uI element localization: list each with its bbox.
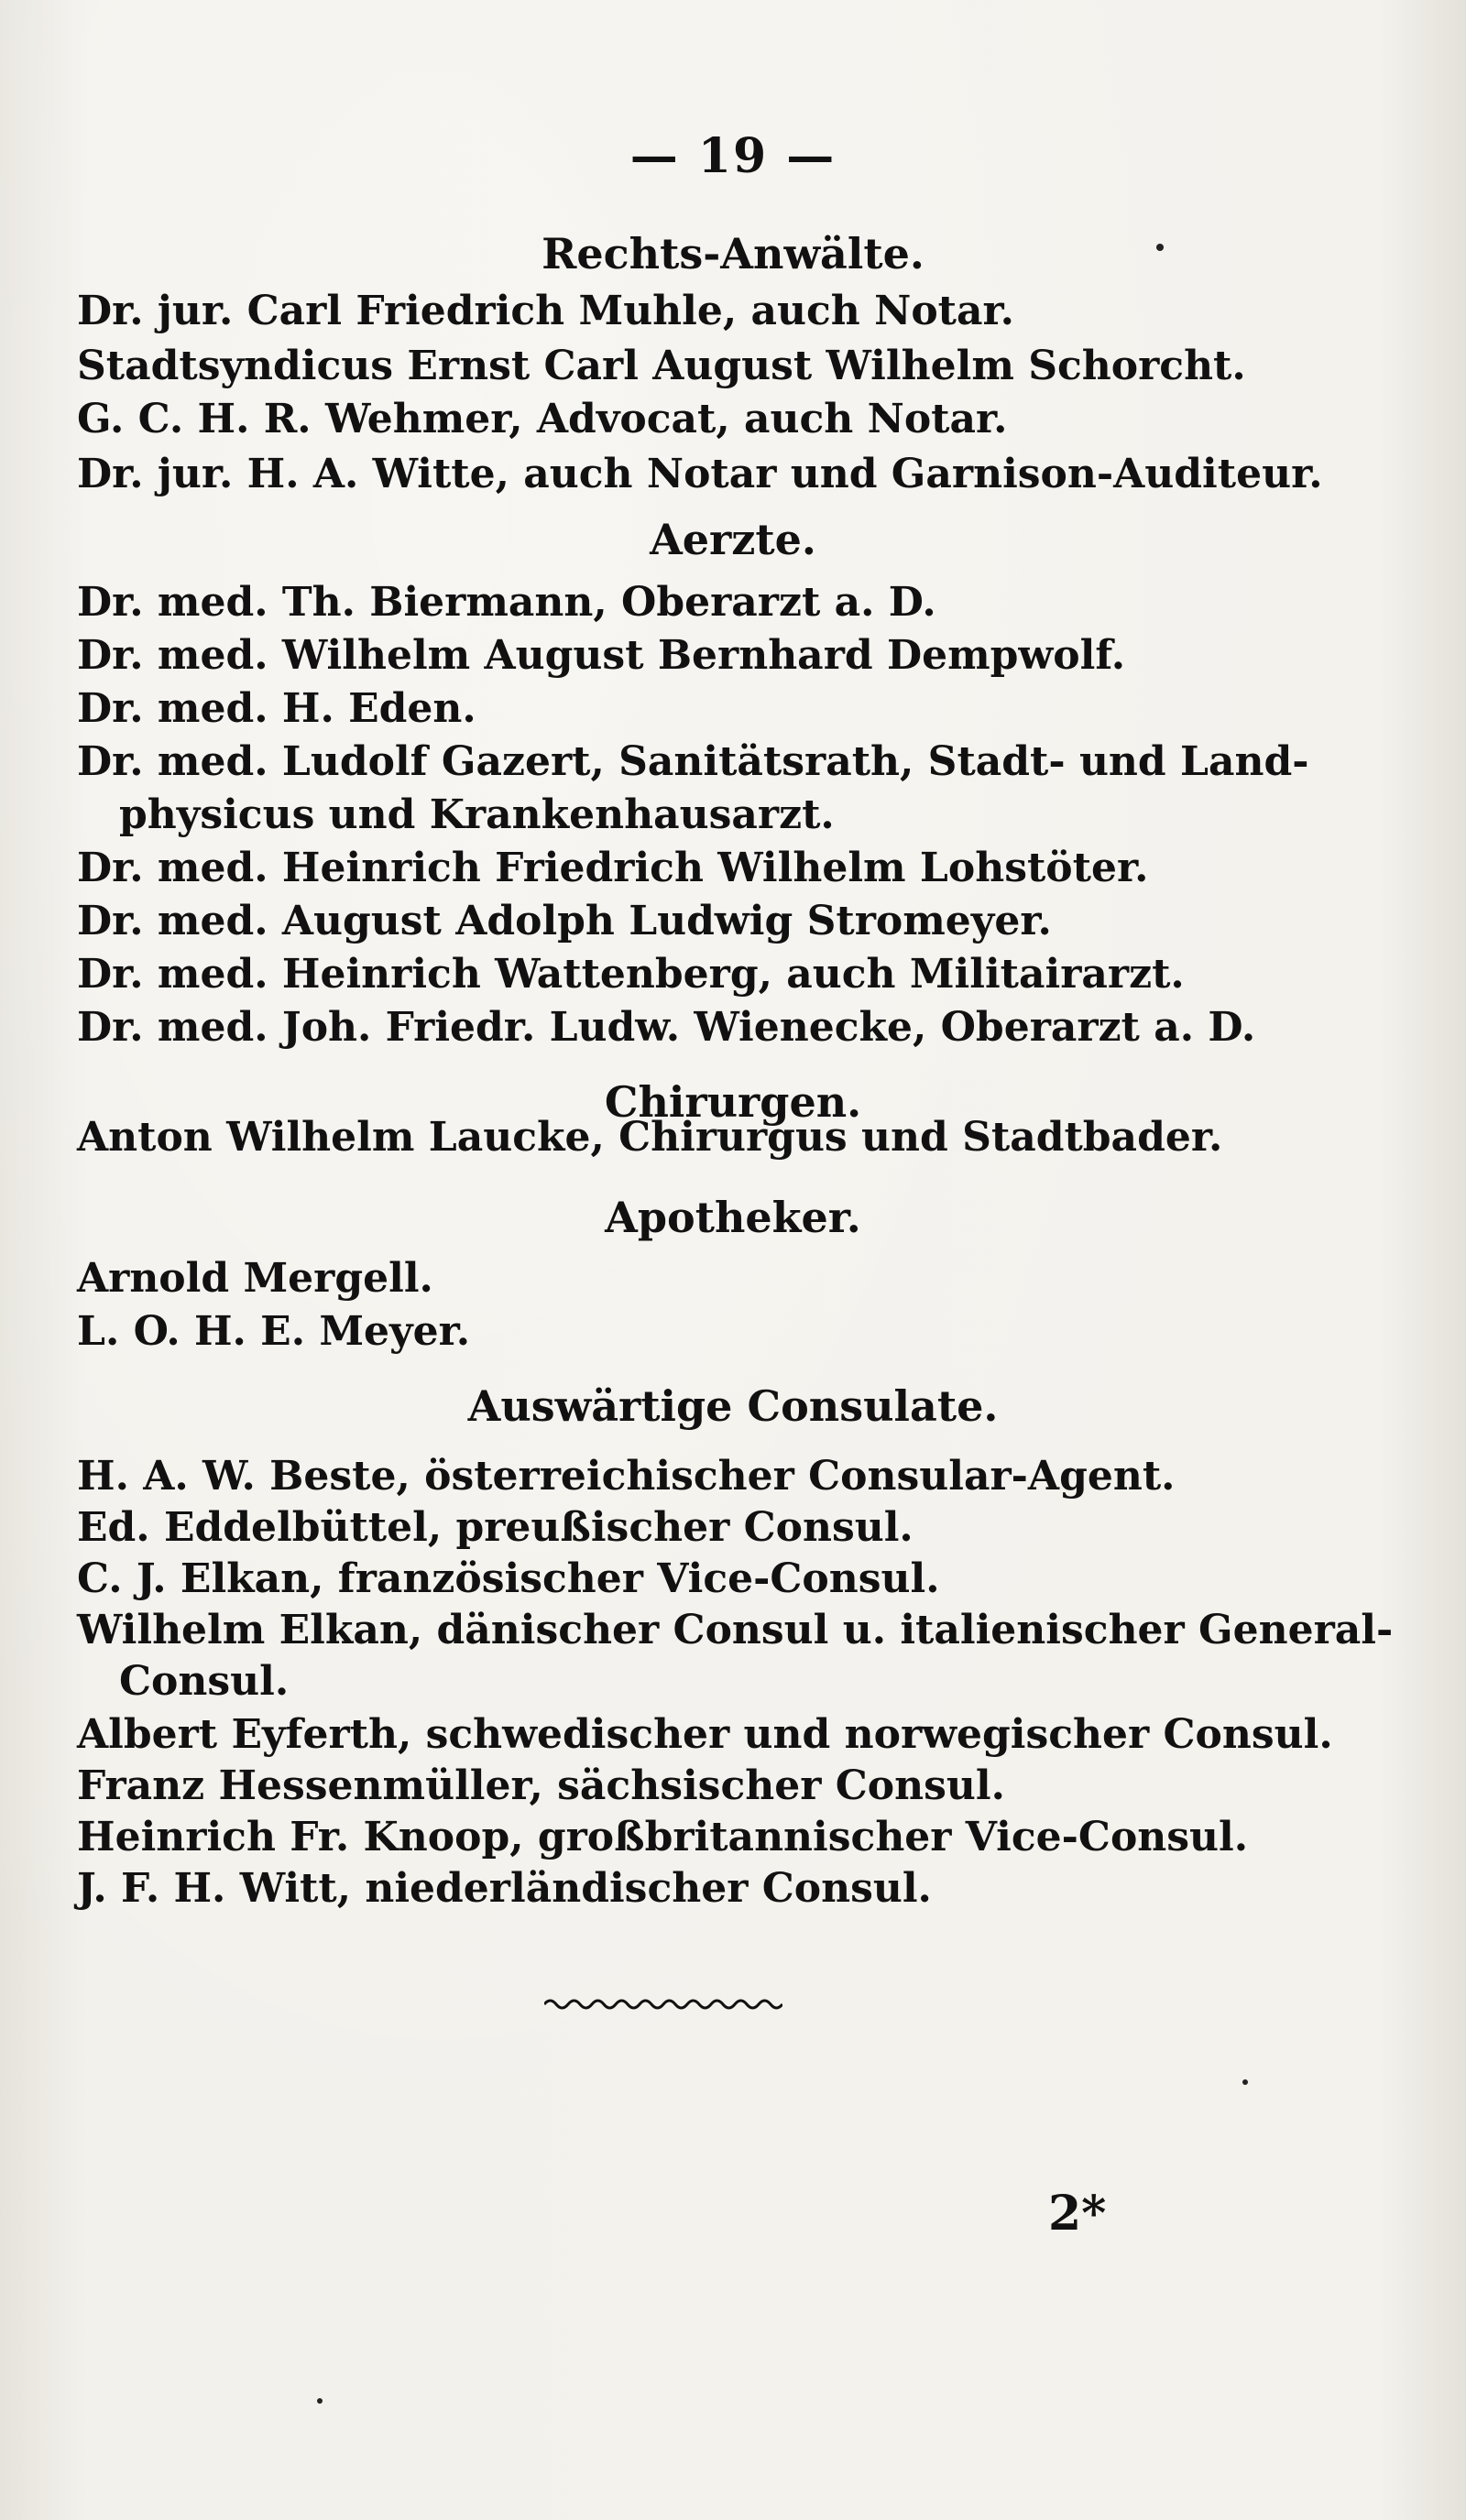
entry-arzt: Dr. med. Ludolf Gazert, Sanitätsrath, Stadt- und Land- [77,738,1309,785]
ink-speck [317,2398,323,2404]
entry-chirurg: Anton Wilhelm Laucke, Chirurgus und Stadtbader. [77,1114,1223,1161]
entry-consul: Albert Eyferth, schwedischer und norwegischer Consul. [77,1711,1333,1758]
entry-apotheker: Arnold Mergell. [77,1255,433,1302]
section-title-chirurgen: Chirurgen. [604,1077,862,1127]
entry-consul: Heinrich Fr. Knoop, großbritannischer Vice-Consul. [77,1814,1249,1860]
entry-rechtsanwalt: Dr. jur. Carl Friedrich Muhle, auch Notar. [77,288,1014,334]
entry-apotheker: L. O. H. E. Meyer. [77,1308,471,1355]
entry-rechtsanwalt: G. C. H. R. Wehmer, Advocat, auch Notar. [77,396,1008,442]
entry-arzt: Dr. med. Th. Biermann, Oberarzt a. D. [77,579,936,626]
entry-consul: C. J. Elkan, französischer Vice-Consul. [77,1555,940,1602]
ink-speck [1156,244,1164,251]
section-title-apotheker: Apotheker. [605,1193,861,1242]
entry-consul-continuation: Consul. [119,1658,290,1705]
entry-consul: H. A. W. Beste, österreichischer Consular-Agent. [77,1453,1176,1500]
entry-consul: J. F. H. Witt, niederländischer Consul. [77,1865,932,1912]
section-title-consulate: Auswärtige Consulate. [467,1381,999,1431]
entry-arzt: Dr. med. Joh. Friedr. Ludw. Wienecke, Oberarzt a. D. [77,1004,1256,1051]
entry-arzt-continuation: physicus und Krankenhausarzt. [119,791,835,838]
signature-mark: 2* [1048,2186,1107,2242]
section-title-rechtsanwaelte: Rechts-Anwälte. [542,229,924,278]
entry-arzt: Dr. med. H. Eden. [77,685,476,732]
entry-consul: Franz Hessenmüller, sächsischer Consul. [77,1762,1005,1809]
entry-rechtsanwalt: Stadtsyndicus Ernst Carl August Wilhelm Schorcht. [77,343,1246,389]
entry-rechtsanwalt: Dr. jur. H. A. Witte, auch Notar und Garnison-Auditeur. [77,451,1323,497]
entry-arzt: Dr. med. Wilhelm August Bernhard Dempwolf. [77,632,1126,679]
entry-arzt: Dr. med. August Adolph Ludwig Stromeyer. [77,898,1052,944]
page-number: — 19 — [629,128,837,184]
wavy-rule-ornament [544,1995,782,2013]
entry-arzt: Dr. med. Heinrich Wattenberg, auch Militairarzt. [77,951,1185,998]
entry-consul: Wilhelm Elkan, dänischer Consul u. italienischer General- [77,1607,1394,1653]
ink-speck [1242,2079,1248,2085]
section-title-aerzte: Aerzte. [650,515,816,564]
entry-consul: Ed. Eddelbüttel, preußischer Consul. [77,1504,914,1551]
entry-arzt: Dr. med. Heinrich Friedrich Wilhelm Lohstöter. [77,845,1149,891]
